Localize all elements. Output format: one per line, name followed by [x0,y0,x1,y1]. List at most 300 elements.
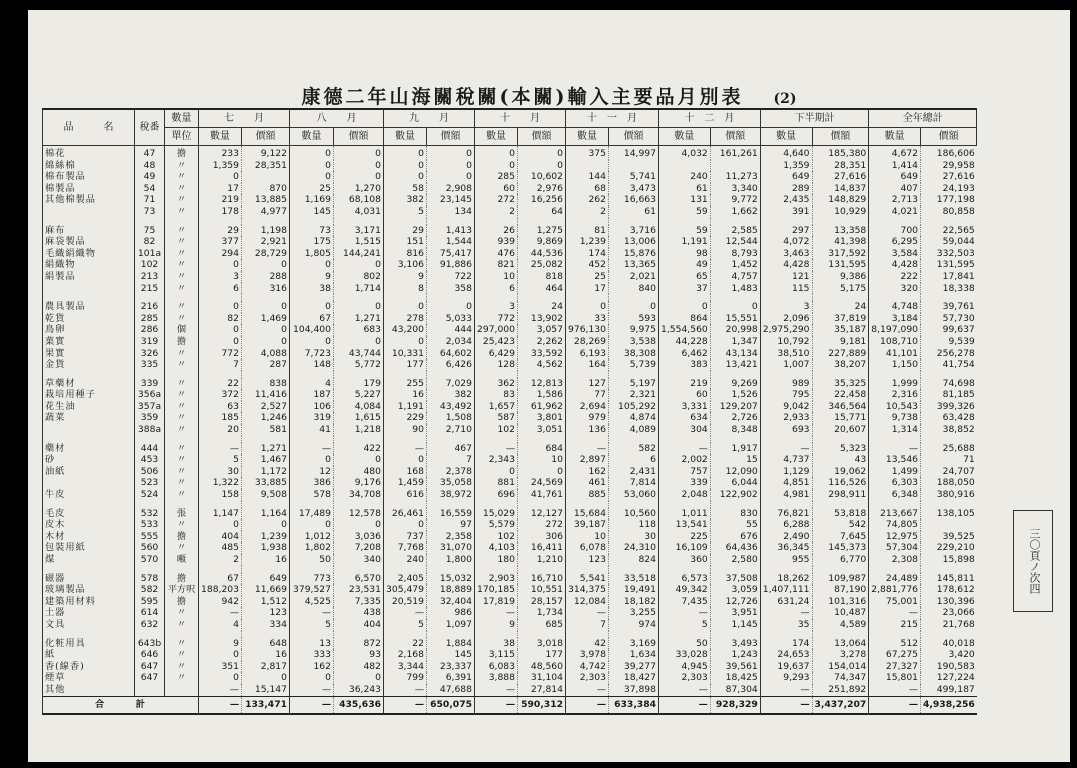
table-row [43,649,977,661]
qty-cell: 67 [290,313,334,325]
spacer-cell [566,631,609,638]
table-row [43,271,977,283]
qty-cell: 5 [199,454,242,466]
spacer-cell [609,631,659,638]
qty-cell: 4,072 [760,236,812,248]
spacer-cell [427,294,475,301]
value-cell: 99,637 [921,324,977,336]
qty-cell: 1,239 [566,236,609,248]
qty-cell: 5 [384,619,427,631]
item-name: 牛皮 [43,489,135,501]
value-cell: 20,998 [710,324,760,336]
qty-cell: 65 [659,271,711,283]
qty-cell: 98 [659,248,711,260]
qty-cell: 7,768 [384,542,427,554]
row-spacer [43,566,977,573]
qty-cell: 452 [566,259,609,271]
unit: 擔 [165,531,199,543]
qty-cell: 10 [566,531,609,543]
qty-cell: — [869,607,921,619]
tariff-code: 101a [135,248,165,260]
qty-cell: 75,001 [869,596,921,608]
spacer-cell [659,371,711,378]
qty-cell: — [384,684,427,696]
value-cell: 3,278 [812,649,869,661]
qty-cell: 0 [199,259,242,271]
unit: 〃 [165,225,199,237]
spacer-cell [290,371,334,378]
item-name: 綿絲棉 [43,160,135,172]
qty-cell: 696 [475,489,518,501]
header-qty: 數量 [475,128,518,146]
spacer-cell [135,218,165,225]
value-cell: 16,256 [518,194,566,206]
value-cell: 24 [518,301,566,313]
tariff-code: 102 [135,259,165,271]
value-cell: 16 [242,649,290,661]
value-cell: 31,104 [518,672,566,684]
value-cell: 43,492 [427,401,475,413]
qty-cell: 297,000 [475,324,518,336]
qty-cell: 1,314 [869,424,921,436]
qty-cell: — [290,684,334,696]
qty-cell: 19,637 [760,661,812,673]
value-cell: 0 [334,454,384,466]
header-month-12: 十 二 月 [659,109,761,128]
value-cell: 2,908 [427,183,475,195]
value-cell: 43,744 [334,348,384,360]
spacer-cell [760,436,812,443]
value-cell: 404 [334,619,384,631]
unit: 〃 [165,348,199,360]
value-cell: 6,391 [427,672,475,684]
qty-cell: 144 [566,171,609,183]
unit: 〃 [165,206,199,218]
item-name: 麻袋製品 [43,236,135,248]
value-cell: 1,172 [242,466,290,478]
qty-cell: 90 [384,424,427,436]
qty-cell: 1,459 [384,477,427,489]
qty-cell: 108,710 [869,336,921,348]
spacer-cell [760,218,812,225]
qty-cell: 1,150 [869,359,921,371]
unit: 〃 [165,259,199,271]
value-cell: 13,064 [812,638,869,650]
value-cell: 306 [518,531,566,543]
spacer-cell [290,566,334,573]
total-qty: — [760,696,812,714]
value-cell: 190,583 [921,661,977,673]
tariff-code [135,684,165,696]
tariff-code: 532 [135,508,165,520]
qty-cell: 3 [475,301,518,313]
value-cell: 18,427 [609,672,659,684]
value-cell: 131,595 [812,259,869,271]
table-row [43,661,977,673]
value-cell: 0 [334,146,384,160]
tariff-code: 356a [135,389,165,401]
qty-cell: 2 [475,206,518,218]
item-name: 文具 [43,619,135,631]
value-cell: 105,292 [609,401,659,413]
value-cell: 1,145 [710,619,760,631]
spacer-cell [710,436,760,443]
qty-cell: 215 [869,619,921,631]
qty-cell: 4,525 [290,596,334,608]
spacer-cell [135,566,165,573]
qty-cell: 939 [475,236,518,248]
qty-cell: 0 [199,672,242,684]
value-cell: 438 [334,607,384,619]
tariff-code: 582 [135,584,165,596]
value-cell: 227,889 [812,348,869,360]
header-item: 品 名 [43,109,135,146]
value-cell: 116,526 [812,477,869,489]
header-row-months [43,109,977,128]
table-row [43,301,977,313]
value-cell: 33,518 [609,573,659,585]
spacer-cell [760,566,812,573]
qty-cell: 1,999 [869,378,921,390]
header-month-7: 七 月 [199,109,290,128]
value-cell: 64,602 [427,348,475,360]
value-cell: 10,929 [812,206,869,218]
qty-cell: 0 [384,454,427,466]
unit: 〃 [165,661,199,673]
spacer-cell [812,501,869,508]
value-cell: 1,508 [427,412,475,424]
spacer-cell [869,631,921,638]
value-cell: 5,323 [812,443,869,455]
qty-cell: 0 [384,160,427,172]
qty-cell: 240 [384,554,427,566]
qty-cell: 106 [290,401,334,413]
qty-cell: 3,106 [384,259,427,271]
value-cell: 5,197 [609,378,659,390]
total-qty: — [869,696,921,714]
qty-cell: 404 [199,531,242,543]
value-cell: 685 [518,619,566,631]
spacer-cell [659,566,711,573]
tariff-code: 48 [135,160,165,172]
tariff-code: 595 [135,596,165,608]
value-cell: 256,278 [921,348,977,360]
table-row [43,531,977,543]
unit: 〃 [165,466,199,478]
value-cell: 4,757 [710,271,760,283]
spacer-cell [659,501,711,508]
value-cell [609,160,659,172]
qty-cell: 13,546 [869,454,921,466]
unit: 〃 [165,619,199,631]
tariff-code: 47 [135,146,165,160]
qty-cell: 2,713 [869,194,921,206]
value-cell: 1,615 [334,412,384,424]
table-row [43,684,977,696]
qty-cell: 634 [659,412,711,424]
qty-cell: 185 [199,412,242,424]
qty-cell: 4,737 [760,454,812,466]
qty-cell: 170,185 [475,584,518,596]
value-cell: 13,365 [609,259,659,271]
spacer-cell [165,371,199,378]
value-cell: 44,536 [518,248,566,260]
qty-cell: 25 [566,271,609,283]
value-cell: 4,088 [242,348,290,360]
item-name: 油紙 [43,466,135,478]
qty-cell: 0 [290,336,334,348]
tariff-code: 213 [135,271,165,283]
spacer-cell [760,294,812,301]
qty-cell: 0 [199,649,242,661]
header-unit-top: 數量 [165,109,199,128]
qty-cell: 67,275 [869,649,921,661]
qty-cell: 49,342 [659,584,711,596]
value-cell: 186,606 [921,146,977,160]
value-cell: 177,198 [921,194,977,206]
value-cell: 59,044 [921,236,977,248]
row-spacer [43,371,977,378]
row-spacer [43,501,977,508]
qty-cell: 4,851 [760,477,812,489]
value-cell: 358 [427,283,475,295]
unit: 〃 [165,401,199,413]
qty-cell: 222 [869,271,921,283]
qty-cell: 187 [290,389,334,401]
qty-cell: 60 [659,389,711,401]
qty-cell: 58 [384,183,427,195]
qty-cell: 0 [384,301,427,313]
spacer-cell [812,631,869,638]
qty-cell: 2 [199,554,242,566]
value-cell: 10,602 [518,171,566,183]
qty-cell: 83 [475,389,518,401]
total-qty: — [659,696,711,714]
item-name: 玻璃製品 [43,584,135,596]
value-cell: 55 [710,519,760,531]
qty-cell: 4,672 [869,146,921,160]
value-cell: 144,241 [334,248,384,260]
item-name: 藥材 [43,443,135,455]
qty-cell: 30 [199,466,242,478]
qty-cell: 73 [290,225,334,237]
value-cell: 0 [334,519,384,531]
unit: 〃 [165,454,199,466]
unit: 平方呎 [165,584,199,596]
qty-cell: 0 [290,301,334,313]
qty-cell: 8 [384,283,427,295]
qty-cell: 29 [199,225,242,237]
row-spacer [43,631,977,638]
qty-cell: 1,499 [869,466,921,478]
qty-cell: 1,554,560 [659,324,711,336]
qty-cell: 6 [475,283,518,295]
qty-cell: — [475,607,518,619]
qty-cell: 60 [475,183,518,195]
tariff-code: 524 [135,489,165,501]
value-cell: 1,884 [427,638,475,650]
value-cell: 38,972 [427,489,475,501]
total-qty: — [199,696,242,714]
qty-cell: 42 [566,638,609,650]
spacer-cell [710,566,760,573]
qty-cell: 164 [566,359,609,371]
value-cell: 7,335 [334,596,384,608]
value-cell: 178,612 [921,584,977,596]
value-cell: 25,688 [921,443,977,455]
spacer-cell [290,294,334,301]
qty-cell: 4,748 [869,301,921,313]
qty-cell: 382 [384,194,427,206]
table-row [43,336,977,348]
qty-cell: 3,344 [384,661,427,673]
value-cell: 12,127 [518,508,566,520]
value-cell: 15,032 [427,573,475,585]
value-cell: 179 [334,378,384,390]
value-cell: 2,710 [427,424,475,436]
qty-cell: 1,169 [290,194,334,206]
qty-cell: 278 [384,313,427,325]
value-cell: 340 [334,554,384,566]
table-row [43,573,977,585]
spacer-cell [921,436,977,443]
table-title [28,82,1070,109]
value-cell: 2,358 [427,531,475,543]
spacer-cell [609,371,659,378]
qty-cell: 821 [475,259,518,271]
value-cell: 1,469 [242,313,290,325]
spacer-cell [384,436,427,443]
value-cell: 2,585 [710,225,760,237]
value-cell: 480 [334,466,384,478]
value-cell: 185,380 [812,146,869,160]
qty-cell: 0 [199,324,242,336]
value-cell: 123 [242,607,290,619]
qty-cell: 3,584 [869,248,921,260]
spacer-cell [518,436,566,443]
value-cell: 0 [710,301,760,313]
qty-cell: 1,012 [290,531,334,543]
spacer-cell [566,371,609,378]
qty-cell: 375 [566,146,609,160]
spacer-cell [290,436,334,443]
value-cell: 5,739 [609,359,659,371]
spacer-cell [334,436,384,443]
qty-cell: 6,429 [475,348,518,360]
qty-cell: 0 [475,466,518,478]
qty-cell: 17 [199,183,242,195]
table-row [43,259,977,271]
unit: 〃 [165,183,199,195]
qty-cell: 102 [475,531,518,543]
item-name [43,424,135,436]
value-cell: 37,819 [812,313,869,325]
qty-cell: 272 [475,194,518,206]
value-cell: 4,562 [518,359,566,371]
value-cell: 9,122 [242,146,290,160]
value-cell: 14,997 [609,146,659,160]
qty-cell: 362 [475,378,518,390]
qty-cell: 178 [199,206,242,218]
item-name: 草藥材 [43,378,135,390]
value-cell: 1,512 [242,596,290,608]
spacer-cell [427,631,475,638]
value-cell: 9,269 [710,378,760,390]
header-qty: 數量 [659,128,711,146]
qty-cell: 240 [659,171,711,183]
qty-cell: 773 [290,573,334,585]
value-cell: 298,911 [812,489,869,501]
value-cell: 24,193 [921,183,977,195]
spacer-cell [921,501,977,508]
value-cell: 22,458 [812,389,869,401]
tariff-code: 647 [135,672,165,684]
value-cell: 0 [242,519,290,531]
header-qty: 數量 [384,128,427,146]
qty-cell: 2,975,290 [760,324,812,336]
qty-cell: 3,115 [475,649,518,661]
value-cell: 145 [427,649,475,661]
spacer-cell [242,436,290,443]
spacer-cell [199,294,242,301]
qty-cell: 121 [760,271,812,283]
qty-cell: 9,042 [760,401,812,413]
value-cell: 2,034 [427,336,475,348]
value-cell: 16,710 [518,573,566,585]
qty-cell: 737 [384,531,427,543]
value-cell: 5,741 [609,171,659,183]
spacer-cell [165,501,199,508]
value-cell: 11,416 [242,389,290,401]
qty-cell: 0 [199,519,242,531]
value-cell: 0 [518,160,566,172]
spacer-cell [869,436,921,443]
value-cell: 818 [518,271,566,283]
spacer-cell [242,631,290,638]
spacer-cell [199,566,242,573]
value-cell: 382 [427,389,475,401]
total-value: 3,437,207 [812,696,869,714]
qty-cell: — [566,443,609,455]
qty-cell: 4 [290,378,334,390]
table-body [43,109,977,714]
header-qty: 數量 [760,128,812,146]
qty-cell: 15,684 [566,508,609,520]
unit: 〃 [165,313,199,325]
value-cell: 582 [609,443,659,455]
qty-cell: 2,405 [384,573,427,585]
qty-cell: 38,510 [760,348,812,360]
value-cell: 684 [518,443,566,455]
value-cell: 16 [242,554,290,566]
qty-cell: 39,187 [566,519,609,531]
qty-cell: 233 [199,146,242,160]
item-name: 菓實 [43,336,135,348]
tariff-code: 643b [135,638,165,650]
value-cell: 33,592 [518,348,566,360]
spacer-cell [475,371,518,378]
value-cell: 4,874 [609,412,659,424]
qty-cell: 0 [475,146,518,160]
qty-cell: 0 [199,301,242,313]
qty-cell: 693 [760,424,812,436]
table-row [43,236,977,248]
qty-cell: 320 [869,283,921,295]
qty-cell: 989 [760,378,812,390]
qty-cell: 57,304 [869,542,921,554]
spacer-cell [518,371,566,378]
value-cell: 5,175 [812,283,869,295]
